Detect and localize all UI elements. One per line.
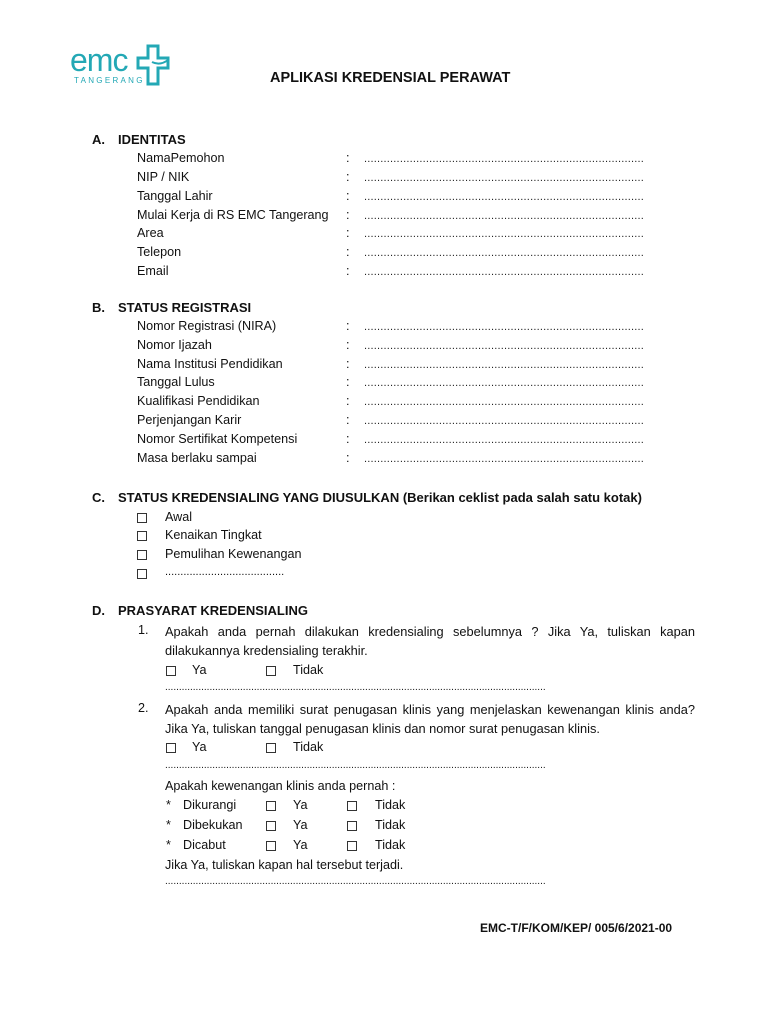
q1-fill-line[interactable]: ......................................................................................................................................... <box>165 682 546 693</box>
yes-label: Ya <box>293 798 308 812</box>
field-label: Kualifikasi Pendidikan <box>137 394 260 408</box>
yes-label: Ya <box>293 838 308 852</box>
fill-line[interactable]: ...................................................................................... <box>364 172 645 184</box>
section-b-heading: STATUS REGISTRASI <box>118 300 252 315</box>
no-label: Tidak <box>375 818 406 832</box>
checkbox-q2-no[interactable] <box>266 743 276 753</box>
field-label: Mulai Kerja di RS EMC Tangerang <box>137 208 329 222</box>
field-label: Nomor Registrasi (NIRA) <box>137 319 277 333</box>
fill-line[interactable]: ...................................................................................... <box>364 396 645 408</box>
checkbox-other[interactable] <box>137 569 147 579</box>
field-label: Tanggal Lahir <box>137 189 213 203</box>
fill-line[interactable]: ...................................................................................... <box>364 453 645 465</box>
colon: : <box>346 432 350 446</box>
no-label: Tidak <box>375 798 406 812</box>
fill-line[interactable]: ...................................................................................... <box>364 210 645 222</box>
colon: : <box>346 226 350 240</box>
section-c-letter: C. <box>92 490 105 505</box>
item-label: Dicabut <box>183 838 226 852</box>
no-label: Tidak <box>293 663 324 677</box>
yes-label: Ya <box>192 740 207 754</box>
field-label: Masa berlaku sampai <box>137 451 257 465</box>
yes-label: Ya <box>293 818 308 832</box>
checkbox-dicabut-yes[interactable] <box>266 841 276 851</box>
colon: : <box>346 451 350 465</box>
section-c-heading: STATUS KREDENSIALING YANG DIUSULKAN (Berikan ceklist pada salah satu kotak) <box>118 490 642 505</box>
checkbox-q2-yes[interactable] <box>166 743 176 753</box>
fill-line[interactable]: ...................................................................................... <box>364 228 645 240</box>
q3-text: Apakah kewenangan klinis anda pernah : <box>165 779 396 793</box>
colon: : <box>346 170 350 184</box>
field-label: Tanggal Lulus <box>137 375 215 389</box>
q4-fill-line[interactable]: ......................................................................................................................................... <box>165 876 546 887</box>
colon: : <box>346 375 350 389</box>
q1-number: 1. <box>138 623 149 637</box>
other-fill-line[interactable]: ....................................... <box>165 566 285 578</box>
no-label: Tidak <box>293 740 324 754</box>
colon: : <box>346 338 350 352</box>
section-d-letter: D. <box>92 603 105 618</box>
fill-line[interactable]: ...................................................................................... <box>364 247 645 259</box>
field-label: Nomor Ijazah <box>137 338 212 352</box>
q2-text: Apakah anda memiliki surat penugasan klinis yang menjelaskan kewenangan klinis anda? Jika Ya, tuliskan tanggal penugasan klinis dan nomor surat penugasan klinis. <box>165 702 695 736</box>
logo-brand: emc <box>70 42 128 78</box>
emc-logo <box>70 40 180 92</box>
yes-label: Ya <box>192 663 207 677</box>
checkbox-dibekukan-yes[interactable] <box>266 821 276 831</box>
fill-line[interactable]: ...................................................................................... <box>364 321 645 333</box>
field-label: Telepon <box>137 245 182 259</box>
checkbox-dicabut-no[interactable] <box>347 841 357 851</box>
colon: : <box>346 189 350 203</box>
colon: : <box>346 245 350 259</box>
q2-fill-line[interactable]: ......................................................................................................................................... <box>165 760 546 771</box>
field-label: Perjenjangan Karir <box>137 413 242 427</box>
fill-line[interactable]: ...................................................................................... <box>364 434 645 446</box>
bullet: * <box>166 798 171 812</box>
colon: : <box>346 264 350 278</box>
option-label: Pemulihan Kewenangan <box>165 547 302 561</box>
field-label: Email <box>137 264 169 278</box>
item-label: Dibekukan <box>183 818 243 832</box>
checkbox-awal[interactable] <box>137 513 147 523</box>
checkbox-q1-no[interactable] <box>266 666 276 676</box>
option-label: Kenaikan Tingkat <box>165 528 262 542</box>
fill-line[interactable]: ...................................................................................... <box>364 415 645 427</box>
field-label: Nama Institusi Pendidikan <box>137 357 283 371</box>
colon: : <box>346 208 350 222</box>
field-label: NIP / NIK <box>137 170 190 184</box>
checkbox-dibekukan-no[interactable] <box>347 821 357 831</box>
section-b-letter: B. <box>92 300 105 315</box>
checkbox-q1-yes[interactable] <box>166 666 176 676</box>
section-a-heading: IDENTITAS <box>118 132 186 147</box>
checkbox-kenaikan[interactable] <box>137 531 147 541</box>
section-a-letter: A. <box>92 132 105 147</box>
item-label: Dikurangi <box>183 798 237 812</box>
fill-line[interactable]: ...................................................................................... <box>364 359 645 371</box>
fill-line[interactable]: ...................................................................................... <box>364 191 645 203</box>
bullet: * <box>166 838 171 852</box>
colon: : <box>346 357 350 371</box>
checkbox-pemulihan[interactable] <box>137 550 147 560</box>
fill-line[interactable]: ...................................................................................... <box>364 153 645 165</box>
bullet: * <box>166 818 171 832</box>
option-label: Awal <box>165 510 193 524</box>
q2-number: 2. <box>138 701 149 715</box>
checkbox-dikurangi-yes[interactable] <box>266 801 276 811</box>
no-label: Tidak <box>375 838 406 852</box>
q4-text: Jika Ya, tuliskan kapan hal tersebut terjadi. <box>165 858 404 872</box>
colon: : <box>346 394 350 408</box>
form-code: EMC-T/F/KOM/KEP/ 005/6/2021-00 <box>480 921 673 935</box>
colon: : <box>346 319 350 333</box>
page-title: APLIKASI KREDENSIAL PERAWAT <box>270 70 511 86</box>
colon: : <box>346 413 350 427</box>
fill-line[interactable]: ...................................................................................... <box>364 266 645 278</box>
field-label: Nomor Sertifikat Kompetensi <box>137 432 298 446</box>
section-d-heading: PRASYARAT KREDENSIALING <box>118 603 308 618</box>
checkbox-dikurangi-no[interactable] <box>347 801 357 811</box>
field-label: NamaPemohon <box>137 151 225 165</box>
field-label: Area <box>137 226 164 240</box>
colon: : <box>346 151 350 165</box>
fill-line[interactable]: ...................................................................................... <box>364 340 645 352</box>
fill-line[interactable]: ...................................................................................... <box>364 377 645 389</box>
q1-text: Apakah anda pernah dilakukan kredensialing sebelumnya ? Jika Ya, tuliskan kapan dilakukannya kredensialing terakhir. <box>165 624 695 658</box>
logo-subtitle: TANGERANG <box>74 76 145 85</box>
medical-cross-icon <box>136 44 170 86</box>
